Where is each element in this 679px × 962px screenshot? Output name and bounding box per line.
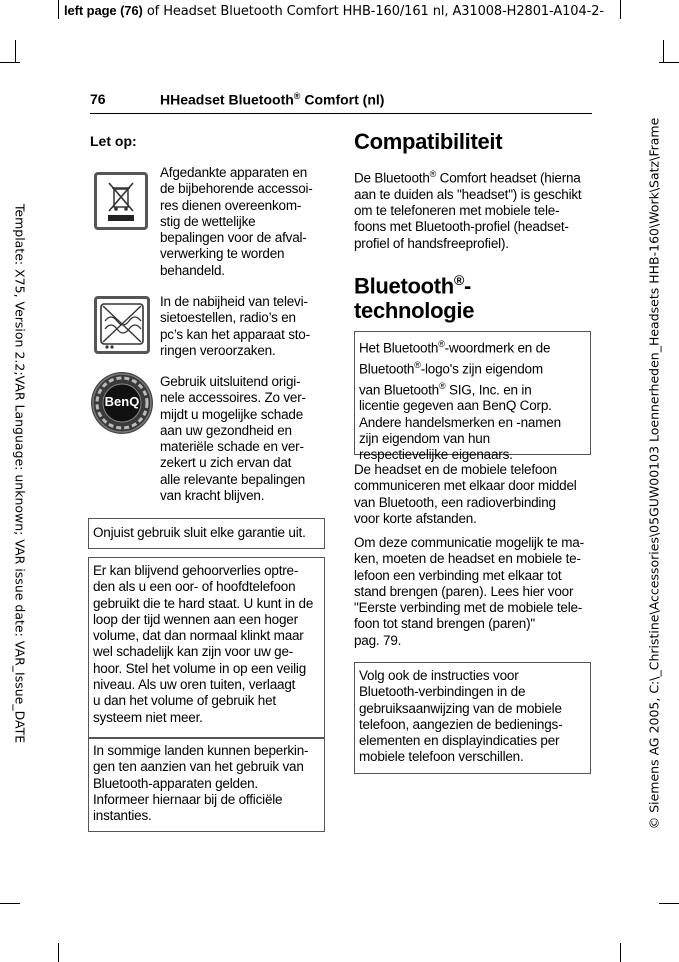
page-title: HHeadset Bluetooth® Comfort (nl) — [160, 91, 385, 108]
print-header — [64, 3, 604, 19]
accessories-text: Gebruik uitsluitend origi- nele accessoires. Zo ver- mijdt u mogelijke schade aan uw gezondheid en materiële schade en ver- zekert u zich ervan dat alle relevante bepalingen van kracht blijven. — [160, 374, 306, 504]
trademark-box: Het Bluetooth®-woordmerk en de Bluetooth®-logo's zijn eigendom van Bluetooth® SIG, Inc. en in licentie gegeven aan BenQ Corp. Andere handelsmerken en -namen zijn eigendom van hun respectievelijke eigenaars. — [354, 331, 591, 455]
crop-mark — [58, 943, 59, 962]
note-label: Let op: — [90, 133, 137, 149]
instructions-box: Volg ook de instructies voor Bluetooth-verbindingen in de gebruiksaanwijzing van de mobiele telefoon, aangezien de bedienings- elementen en displayindicaties per mobiele telefoon verschillen. — [354, 662, 591, 774]
benq-logo: BenQ — [104, 394, 140, 409]
interference-text: In de nabijheid van televi- sietoestellen, radio’s en pc’s kan het apparaat sto- ringen veroorzaken. — [160, 294, 310, 358]
compatibility-text: De Bluetooth® Comfort headset (hierna aan te duiden als "headset") is geschikt om te telefoneren met mobiele tele- foons met Bluetooth-profiel (headset- profiel of handsfreeprofiel). — [354, 169, 582, 251]
hearing-warning-box: Er kan blijvend gehoorverlies optre- den als u een oor- of hoofdtelefoon gebruikt die te hard staat. U kunt in de loop der tijd wennen aan een hoger volume, dat dan normaal klinkt maar wel schadelijk kan zijn voor uw ge- hoor. Stel het volume in op een veilig niveau. Als uw oren tuiten, verlaagt u dan het volume of gebruik het systeem niet meer. — [88, 557, 325, 738]
tv-interference-icon — [94, 296, 150, 354]
heading-bluetooth-technologie: Bluetooth®- technologie — [354, 272, 475, 324]
side-rule — [663, 40, 664, 62]
print-header-file: of Headset Bluetooth Comfort HHB-160/161 nl, A31008-H2801-A104-2- — [142, 4, 605, 19]
crop-mark — [620, 943, 621, 962]
disposal-text: Afgedankte apparaten en de bijbehorende accessoi- res dienen overeenkom- stig de wettelijke bepalingen voor de afval- verwerking te worden behandeld. — [160, 165, 313, 278]
print-header-page: left page (76) — [64, 3, 143, 18]
crop-mark — [659, 62, 679, 63]
crop-mark — [620, 0, 621, 19]
heading-compatibiliteit: Compatibiliteit — [354, 129, 503, 154]
copyright-path: © Siemens AG 2005, C:\_Christine\Accessories\05GUW00103 Loennerheden_Headsets HHB-160\Work\Satz\Frame — [646, 117, 662, 830]
template-info: Template: X75, Version 2.2;VAR Language: unknown; VAR issue date: VAR_Issue_DATE — [12, 203, 28, 744]
bluetooth-text: De headset en de mobiele telefoon communiceren met elkaar door middel van Bluetooth, een radioverbinding voor korte afstanden. — [354, 462, 577, 526]
warranty-box: Onjuist gebruik sluit elke garantie uit. — [88, 518, 325, 549]
crop-mark — [58, 0, 59, 19]
pairing-text: Om deze communicatie mogelijk te ma- ken, moeten de headset en mobiele te- lefoon een verbinding met elkaar tot stand brengen (paren). Lees hier voor "Eerste verbinding met de mobiele tele- foon tot stand brengen (paren)" pag. 79. — [354, 535, 584, 648]
crop-mark — [659, 903, 679, 904]
country-restrictions-box: In sommige landen kunnen beperkin- gen ten aanzien van het gebruik van Bluetooth-apparaten gelden. Informeer hiernaar bij de officiële instanties. — [88, 738, 325, 832]
header-rule — [90, 113, 592, 114]
recycle-bin-icon — [94, 172, 148, 230]
page-number: 76 — [90, 91, 106, 107]
benq-accessory-icon — [91, 372, 153, 434]
